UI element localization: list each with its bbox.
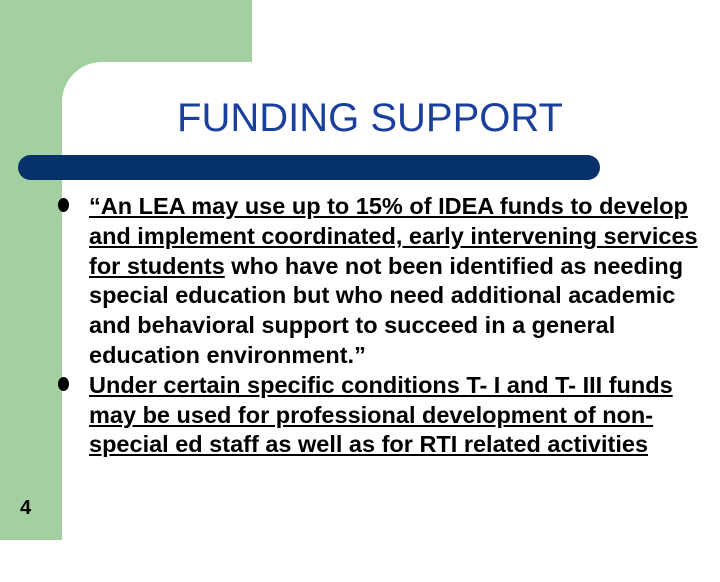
bullet-underlined-text: “An LEA may use up to 15% of IDEA funds to develop and implement coordinated, early intervening services for students [89,193,698,279]
bullet-list [58,192,718,460]
title-underline-bar [18,155,600,180]
bullet-dot-icon [58,377,69,391]
bullet-text: who have not been identified as needing special education but who need additional academic and behavioral support to succeed in a general education environment.” [89,252,684,368]
bullet-underlined-text: Under certain specific conditions T- I and T- III funds may be used for professional development of non-special ed staff as well as for RTI related activities [89,371,673,458]
slide-title: FUNDING SUPPORT [177,96,563,140]
bullet-dot-icon [58,198,69,212]
bullet-item [58,371,718,460]
page-number: 4 [20,497,32,519]
bullet-item [58,192,718,371]
